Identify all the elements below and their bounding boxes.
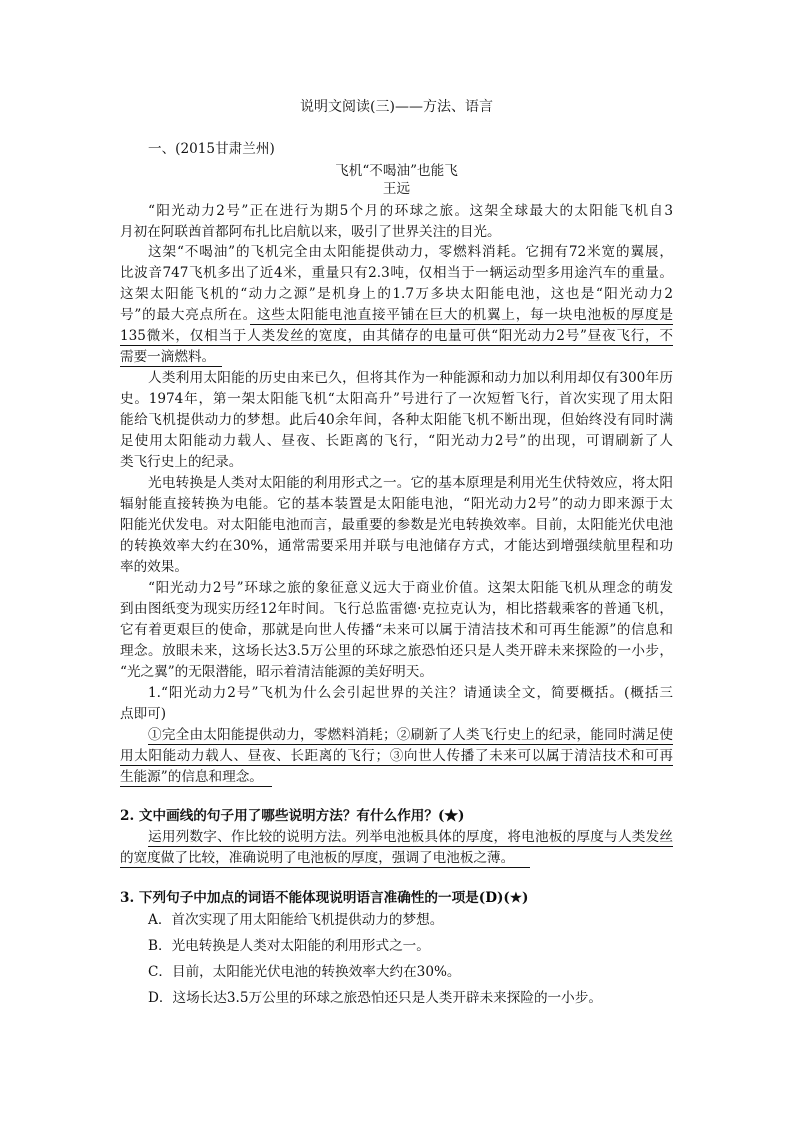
article-line: 比波音747飞机多出了近4米，重量只有2.3吨，仅相当于一辆运动型多用途汽车的重量。 (120, 265, 673, 281)
article-line: 辐射能直接转换为电能。它的基本装置是太阳能电池，“阳光动力2号”的动力即来源于太 (120, 496, 673, 512)
article-line: 史。1974年，第一架太阳能飞机“太阳高升”号进行了一次短暂飞行，首次实现了用太阳 (120, 391, 673, 407)
option-b: B．光电转换是人类对太阳能的利用形式之一。 (148, 938, 430, 954)
article-line: 月初在阿联酋首都阿布扎比启航以来，吸引了世界关注的目光。 (120, 224, 501, 240)
question-1-answer: ①完全由太阳能提供动力，零燃料消耗；②刷新了人类飞行史上的纪录，能同时满足使 (148, 727, 673, 743)
underline (120, 765, 673, 766)
article-line: 类飞行史上的纪录。 (120, 454, 243, 470)
article-line: 阳能光伏发电。对太阳能电池而言，最重要的参数是光电转换效率。目前，太阳能光伏电池 (120, 517, 673, 533)
option-c: C．目前，太阳能光伏电池的转换效率大约在30%。 (148, 964, 461, 980)
question-2-answer: 运用列数字、作比较的说明方法。列举电池板具体的厚度，将电池板的厚度与人类发丝 (148, 829, 673, 845)
article-line-underlined: 需要一滴燃料。 (120, 349, 216, 365)
question-3-text (120, 889, 528, 907)
question-1-text: 1.“阳光动力2号”飞机为什么会引起世界的关注？请通读全文，简要概括。(概括三 (148, 685, 673, 701)
underline (120, 345, 673, 346)
option-a: A．首次实现了用太阳能给飞机提供动力的梦想。 (148, 912, 444, 928)
article-line: “光之翼”的无限潜能，昭示着清洁能源的美好明天。 (120, 664, 433, 680)
question-3-answer: D (485, 890, 497, 906)
article-line: 这架太阳能飞机的“动力之源”是机身上的1.7万多块太阳能电池，这也是“阳光动力2 (120, 286, 673, 302)
article-line: 率的效果。 (120, 559, 188, 575)
article-line: 光电转换是人类对太阳能的利用形式之一。它的基本原理是利用光生伏特效应，将太阳 (148, 475, 673, 491)
question-3-stem-end: )(★) (497, 890, 529, 906)
underline (148, 846, 673, 847)
article-line: 的转换效率大约在30%，通常需要采用并联与电池储存方式，才能达到增强续航里程和功 (120, 538, 673, 554)
article-line: 这架“不喝油”的飞机完全由太阳能提供动力，零燃料消耗。它拥有72米宽的翼展， (148, 244, 673, 260)
article-line-underlined: 135微米，仅相当于人类发丝的宽度，由其储存的电量可供“阳光动力2号”昼夜飞行，不 (120, 328, 673, 344)
article-title: 飞机“不喝油”也能飞 (335, 163, 458, 179)
question-3-stem: 3. 下列句子中加点的词语不能体现说明语言准确性的一项是( (120, 890, 486, 906)
underline (148, 744, 673, 745)
question-1-answer: 生能源”的信息和理念。 (120, 769, 263, 785)
section-heading: 一、(2015甘肃兰州) (148, 141, 275, 157)
question-2-text: 2. 文中画线的句子用了哪些说明方法？有什么作用？(★) (120, 808, 465, 824)
article-line: 理念。放眼未来，这场长达3.5万公里的环球之旅恐怕还只是人类开辟未来探险的一小步， (120, 643, 673, 659)
article-line: 能给飞机提供动力的梦想。此后40余年间，各种太阳能飞机不断出现，但始终没有同时满 (120, 412, 673, 428)
document-title: 说明文阅读(三)——方法、语言 (300, 99, 493, 115)
article-line-underlined: 号”的最大亮点所在。这些太阳能电池直接平铺在巨大的机翼上，每一块电池板的厚度是 (120, 307, 673, 323)
question-1-answer: 用太阳能动力载人、昼夜、长距离的飞行；③向世人传播了未来可以属于清洁技术和可再 (120, 748, 673, 764)
article-line: 到由图纸变为现实历经12年时间。飞行总监雷德·克拉克认为，相比搭载乘客的普通飞机， (120, 601, 673, 617)
article-line: 足使用太阳能动力载人、昼夜、长距离的飞行，“阳光动力2号”的出现，可谓刷新了人 (120, 433, 673, 449)
article-line: “阳光动力2号”环球之旅的象征意义远大于商业价值。这架太阳能飞机从理念的萌发 (148, 580, 673, 596)
article-line: 人类利用太阳能的历史由来已久，但将其作为一种能源和动力加以利用却仅有300年历 (148, 370, 673, 386)
question-2-answer: 的宽度做了比较，准确说明了电池板的厚度，强调了电池板之薄。 (120, 850, 515, 866)
option-d: D．这场长达3.5万公里的环球之旅恐怕还只是人类开辟未来探险的一小步。 (148, 990, 602, 1006)
article-line: 它有着更艰巨的使命，那就是向世人传播“未来可以属于清洁技术和可再生能源”的信息和 (120, 622, 673, 638)
article-line: “阳光动力2号”正在进行为期5个月的环球之旅。这架全球最大的太阳能飞机自3 (148, 203, 673, 219)
underline (120, 867, 530, 868)
question-1-text: 点即可) (120, 706, 167, 722)
underline (120, 366, 222, 367)
underline (120, 786, 272, 787)
underline (250, 324, 673, 325)
article-author: 王远 (382, 181, 411, 197)
